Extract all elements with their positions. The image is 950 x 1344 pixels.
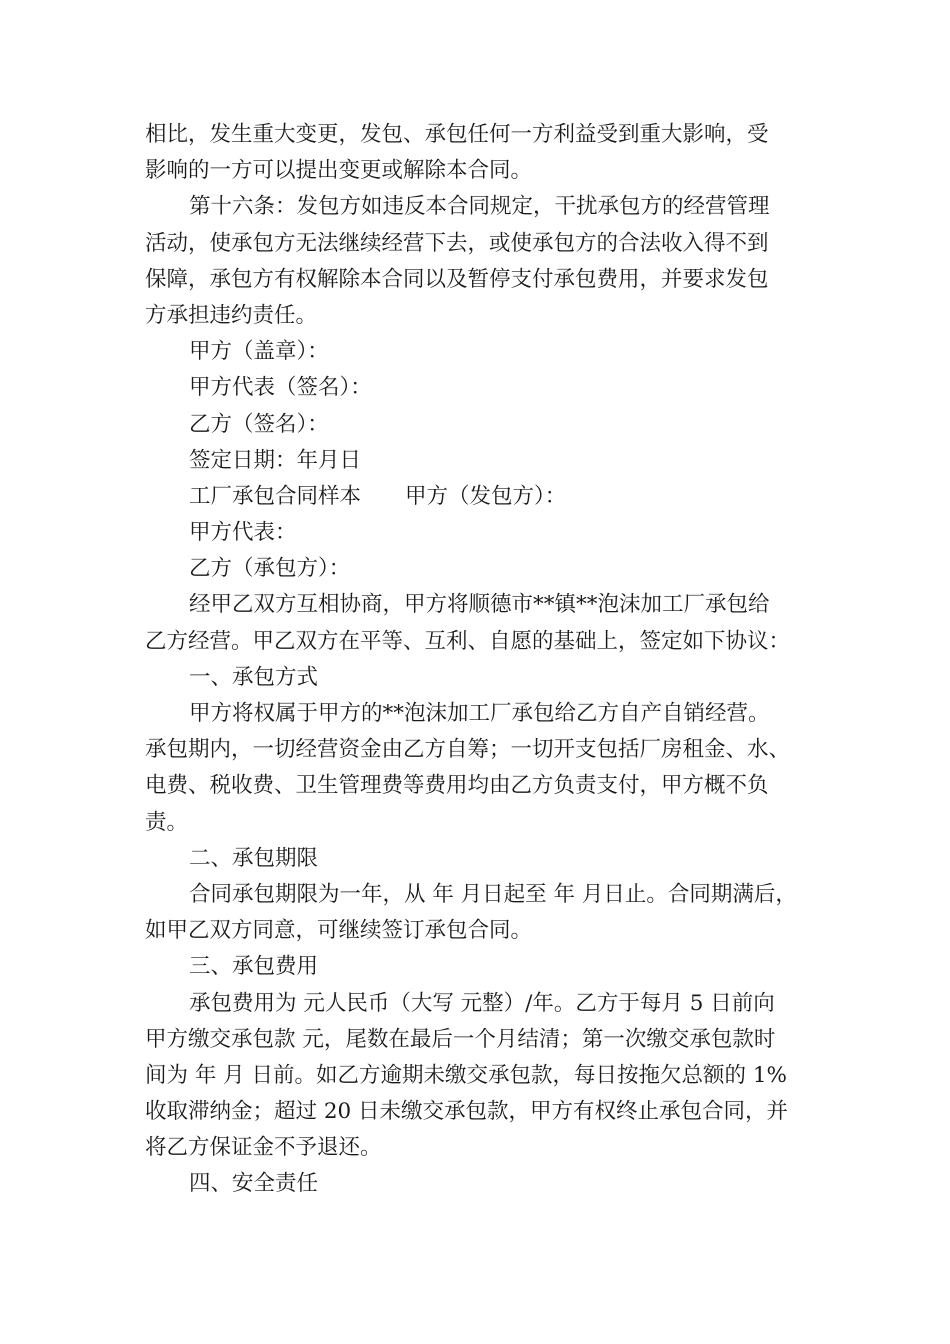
intro-line: 经甲乙双方互相协商，甲方将顺德市**镇**泡沫加工厂承包给 bbox=[189, 592, 770, 618]
text-line: 责。 bbox=[145, 809, 189, 835]
contract-title-line bbox=[145, 479, 820, 515]
text-line: 收取滞纳金；超过 20 日未缴交承包款，甲方有权终止承包合同，并 bbox=[145, 1099, 789, 1125]
section-heading: 三、承包费用 bbox=[189, 954, 319, 980]
section-heading: 四、安全责任 bbox=[189, 1171, 319, 1197]
text-line: 活动，使承包方无法继续经营下去，或使承包方的合法收入得不到 bbox=[145, 230, 769, 256]
text-line: 乙方经营。甲乙双方在平等、互利、自愿的基础上，签定如下协议： bbox=[145, 628, 791, 654]
text-line: 甲方将权属于甲方的**泡沫加工厂承包给乙方自产自销经营。 bbox=[189, 701, 770, 726]
party-b-label: 乙方（承包方）： bbox=[189, 556, 351, 582]
text-line: 间为 年 月 日前。如乙方逾期未缴交承包款，每日按拖欠总额的 1% bbox=[145, 1062, 787, 1088]
document-body bbox=[145, 117, 820, 1203]
signature-party-a-rep: 甲方代表（签名）： bbox=[189, 375, 372, 401]
text-line: 保障，承包方有权解除本合同以及暂停支付承包费用，并要求发包 bbox=[145, 266, 769, 292]
party-a-rep-label: 甲方代表： bbox=[189, 520, 297, 546]
signature-date: 签定日期：年月日 bbox=[189, 447, 362, 473]
text-line: 合同承包期限为一年，从 年 月日起至 年 月日止。合同期满后， bbox=[189, 881, 797, 907]
article-16-line: 第十六条：发包方如违反本合同规定，干扰承包方的经营管理 bbox=[189, 194, 770, 220]
text-line: 如甲乙双方同意，可继续签订承包合同。 bbox=[145, 918, 533, 944]
text-line: 相比，发生重大变更，发包、承包任何一方利益受到重大影响，受 bbox=[145, 122, 769, 147]
contract-title: 工厂承包合同样本 bbox=[189, 483, 362, 509]
text-line: 将乙方保证金不予退还。 bbox=[145, 1135, 382, 1161]
text-line: 承包期内，一切经营资金由乙方自筹；一切开支包括厂房租金、水、 bbox=[145, 737, 791, 763]
party-a-label: 甲方（发包方）： bbox=[405, 483, 567, 509]
section-heading: 二、承包期限 bbox=[189, 845, 319, 871]
signature-party-b: 乙方（签名）： bbox=[189, 411, 329, 437]
text-line: 承包费用为 元人民币（大写 元整）/年。乙方于每月 5 日前向 bbox=[189, 990, 775, 1016]
text-line: 甲方缴交承包款 元，尾数在最后一个月结清；第一次缴交承包款时 bbox=[145, 1026, 776, 1052]
section-heading: 一、承包方式 bbox=[189, 664, 319, 690]
text-line: 影响的一方可以提出变更或解除本合同。 bbox=[145, 158, 533, 184]
text-line: 方承担违约责任。 bbox=[145, 302, 318, 328]
text-line: 电费、税收费、卫生管理费等费用均由乙方负责支付，甲方概不负 bbox=[145, 773, 769, 799]
signature-party-a-seal: 甲方（盖章）： bbox=[189, 339, 329, 365]
